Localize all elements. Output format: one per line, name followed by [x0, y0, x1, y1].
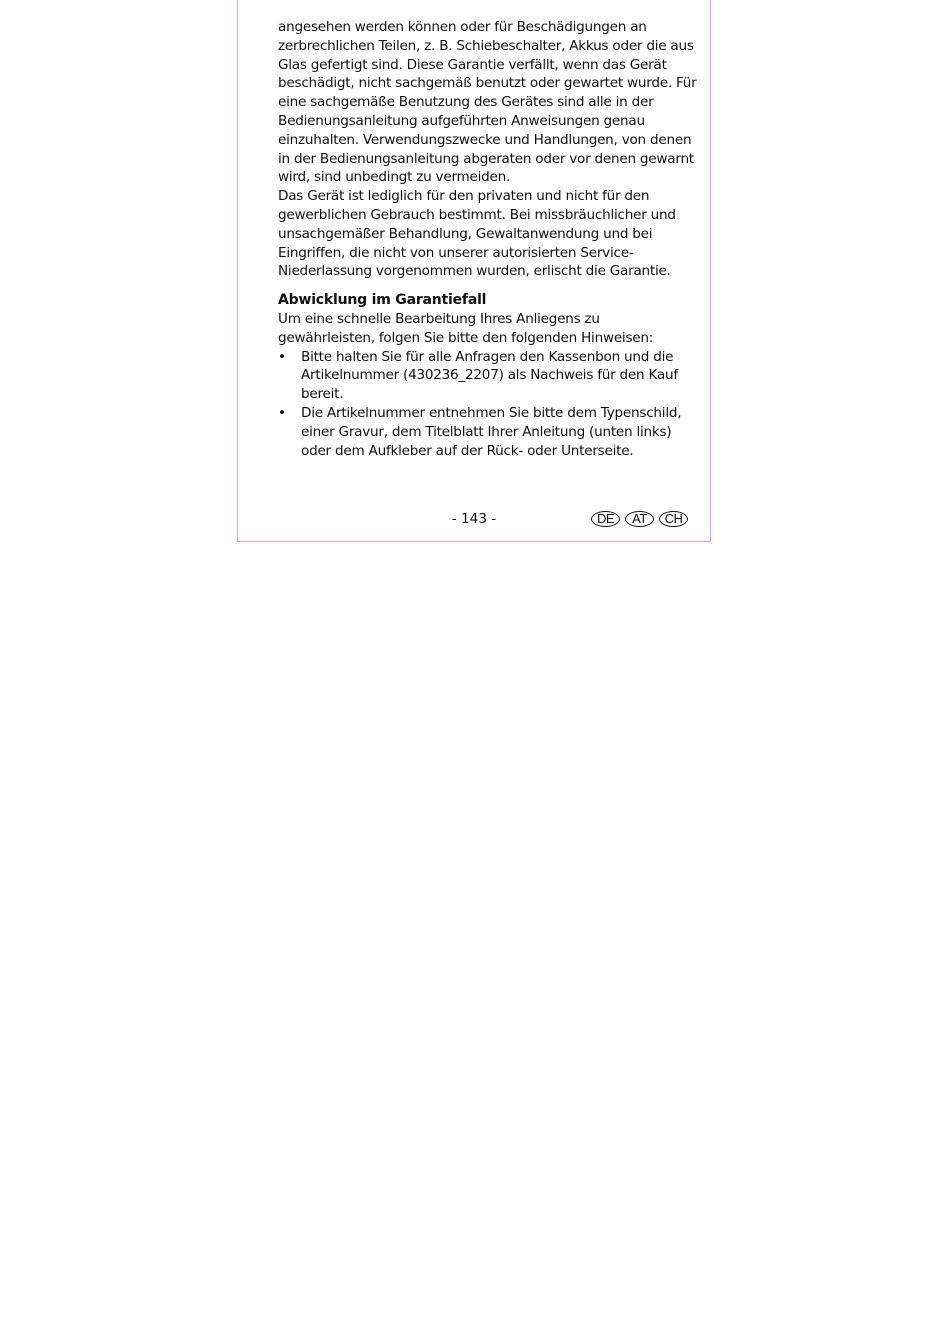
document-body [278, 18, 698, 460]
country-badge-ch: CH [659, 511, 688, 527]
paragraph-private-use: Das Gerät ist lediglich für den privaten und nicht für den gewerblichen Gebrauch bestimmt. Bei missbräuchlicher und unsachgemäßer Behandlung, Gewaltanwendung und bei Eingriffen, die nicht von unserer autorisierten Service-Niederlassung vorgenommen wurden, erlischt die Garantie. [278, 188, 676, 280]
list-item [278, 348, 698, 404]
bullet-icon: • [278, 404, 286, 421]
bullet-icon: • [278, 348, 286, 365]
section-intro: Um eine schnelle Bearbeitung Ihres Anliegens zu gewährleisten, folgen Sie bitte den folgenden Hinweisen: [278, 310, 654, 346]
paragraph-warranty-exclusions: angesehen werden können oder für Beschädigungen an zerbrechlichen Teilen, z. B. Schiebeschalter, Akkus oder die aus Glas gefertigt sind. Diese Garantie verfällt, wenn das Gerät beschädigt, nicht sachgemäß benutzt oder gewartet wurde. Für eine sachgemäße Benutzung des Gerätes sind alle in der Bedienungsanleitung aufgeführten Anweisungen genau einzuhalten. Verwendungszwecke und Handlungen, von denen in der Bedienungsanleitung abgeraten oder vor denen gewarnt wird, sind unbedingt zu vermeiden. [278, 19, 697, 186]
list-item-text: Bitte halten Sie für alle Anfragen den Kassenbon und die Artikelnummer (430236_2207) als Nachweis für den Kauf bereit. [301, 348, 678, 403]
list-item-text: Die Artikelnummer entnehmen Sie bitte dem Typenschild, einer Gravur, dem Titelblatt Ihrer Anleitung (unten links) oder dem Aufkleber auf der Rück- oder Unterseite. [301, 404, 682, 459]
country-badge-at: AT [625, 511, 654, 527]
country-badges [591, 511, 688, 527]
country-badge-de: DE [591, 511, 620, 527]
page-number: - 143 - [451, 511, 497, 527]
section-heading: Abwicklung im Garantiefall [278, 292, 487, 309]
list-item [278, 404, 698, 460]
page-footer [237, 508, 711, 532]
instruction-list [278, 348, 698, 461]
